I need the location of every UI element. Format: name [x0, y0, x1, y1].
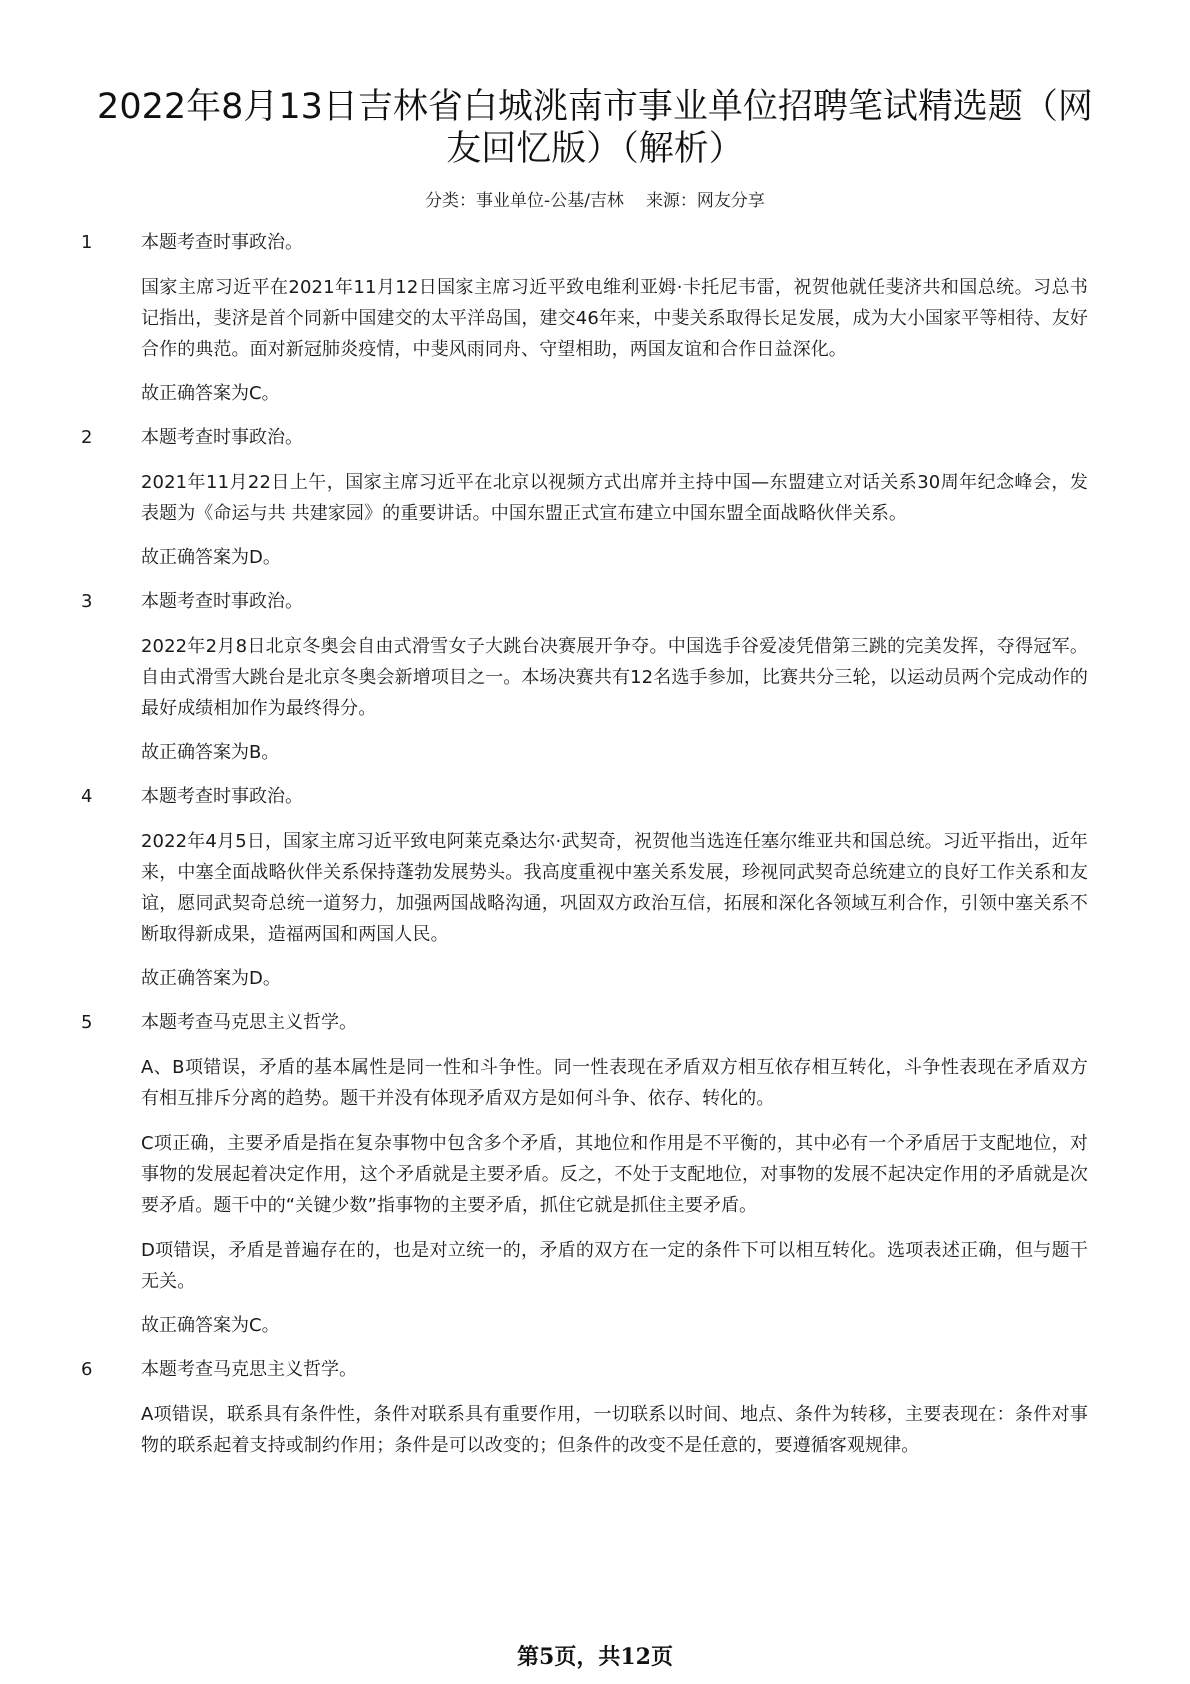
explanation-paragraph: 2022年4月5日，国家主席习近平致电阿莱克桑达尔·武契奇，祝贺他当选连任塞尔维亚共和国总统。习近平指出，近年来，中塞全面战略伙伴关系保持蓬勃发展势头。我高度重视中塞关系发展，珍视同武契奇总统建立的良好工作关系和友谊，愿同武契奇总统一道努力，加强两国战略沟通，巩固双方政治互信，拓展和深化各领域互利合作，引领中塞关系不断取得新成果，造福两国和两国人民。 [141, 831, 1088, 945]
explanation-paragraph: A项错误，联系具有条件性，条件对联系具有重要作用，一切联系以时间、地点、条件为转移，主要表现在：条件对事物的联系起着支持或制约作用；条件是可以改变的；但条件的改变不是任意的，要遵循客观规律。 [141, 1404, 1088, 1456]
question-number: 2 [81, 427, 93, 448]
page-footer: 第5页，共12页 [517, 1644, 673, 1670]
question-item [0, 1355, 1190, 1461]
question-number: 4 [81, 786, 93, 807]
question-topic: 本题考查马克思主义哲学。 [141, 1359, 357, 1380]
question-item [0, 587, 1190, 768]
explanation-paragraph: 2022年2月8日北京冬奥会自由式滑雪女子大跳台决赛展开争夺。中国选手谷爱凌凭借第三跳的完美发挥，夺得冠军。自由式滑雪大跳台是北京冬奥会新增项目之一。本场决赛共有12名选手参加，比赛共分三轮，以运动员两个完成动作的最好成绩相加作为最终得分。 [141, 636, 1088, 719]
question-topic: 本题考查时事政治。 [141, 427, 303, 448]
explanation-paragraph: 国家主席习近平在2021年11月12日国家主席习近平致电维利亚姆·卡托尼韦雷，祝贺他就任斐济共和国总统。习总书记指出，斐济是首个同新中国建交的太平洋岛国，建交46年来，中斐关系取得长足发展，成为大小国家平等相待、友好合作的典范。面对新冠肺炎疫情，中斐风雨同舟、守望相助，两国友谊和合作日益深化。 [141, 277, 1088, 360]
question-list [0, 228, 1190, 1475]
answer-line: 故正确答案为D。 [141, 547, 281, 568]
explanation-paragraph: C项正确，主要矛盾是指在复杂事物中包含多个矛盾，其地位和作用是不平衡的，其中必有一个矛盾居于支配地位，对事物的发展起着决定作用，这个矛盾就是主要矛盾。反之，不处于支配地位，对事物的发展不起决定作用的矛盾就是次要矛盾。题干中的“关键少数”指事物的主要矛盾，抓住它就是抓住主要矛盾。 [141, 1133, 1088, 1216]
answer-line: 故正确答案为D。 [141, 968, 281, 989]
question-item [0, 782, 1190, 994]
explanation-paragraph: 2021年11月22日上午，国家主席习近平在北京以视频方式出席并主持中国—东盟建立对话关系30周年纪念峰会，发表题为《命运与共 共建家园》的重要讲话。中国东盟正式宣布建立中国东盟全面战略伙伴关系。 [141, 472, 1088, 524]
question-number: 5 [81, 1012, 93, 1033]
question-body [141, 587, 1088, 768]
question-body [141, 423, 1088, 573]
question-item [0, 423, 1190, 573]
answer-line: 故正确答案为C。 [141, 1315, 280, 1336]
category-label: 分类：事业单位-公基/吉林 [425, 191, 624, 211]
question-topic: 本题考查马克思主义哲学。 [141, 1012, 357, 1033]
page-title: 2022年8月13日吉林省白城洮南市事业单位招聘笔试精选题（网友回忆版）（解析） [97, 87, 1093, 169]
question-body [141, 782, 1088, 994]
question-body [141, 1008, 1088, 1341]
question-number: 3 [81, 591, 93, 612]
question-item [0, 1008, 1190, 1341]
question-number: 6 [81, 1359, 93, 1380]
answer-line: 故正确答案为C。 [141, 383, 280, 404]
answer-line: 故正确答案为B。 [141, 742, 280, 763]
question-topic: 本题考查时事政治。 [141, 786, 303, 807]
explanation-paragraph: A、B项错误，矛盾的基本属性是同一性和斗争性。同一性表现在矛盾双方相互依存相互转化，斗争性表现在矛盾双方有相互排斥分离的趋势。题干并没有体现矛盾双方是如何斗争、依存、转化的。 [141, 1057, 1088, 1109]
explanation-paragraph: D项错误，矛盾是普遍存在的，也是对立统一的，矛盾的双方在一定的条件下可以相互转化。选项表述正确，但与题干无关。 [141, 1240, 1088, 1292]
question-number: 1 [81, 232, 93, 253]
meta-line [0, 186, 1190, 211]
question-body [141, 1355, 1088, 1461]
question-topic: 本题考查时事政治。 [141, 591, 303, 612]
question-item [0, 228, 1190, 409]
question-topic: 本题考查时事政治。 [141, 232, 303, 253]
source-label: 来源：网友分享 [645, 191, 765, 211]
question-body [141, 228, 1088, 409]
